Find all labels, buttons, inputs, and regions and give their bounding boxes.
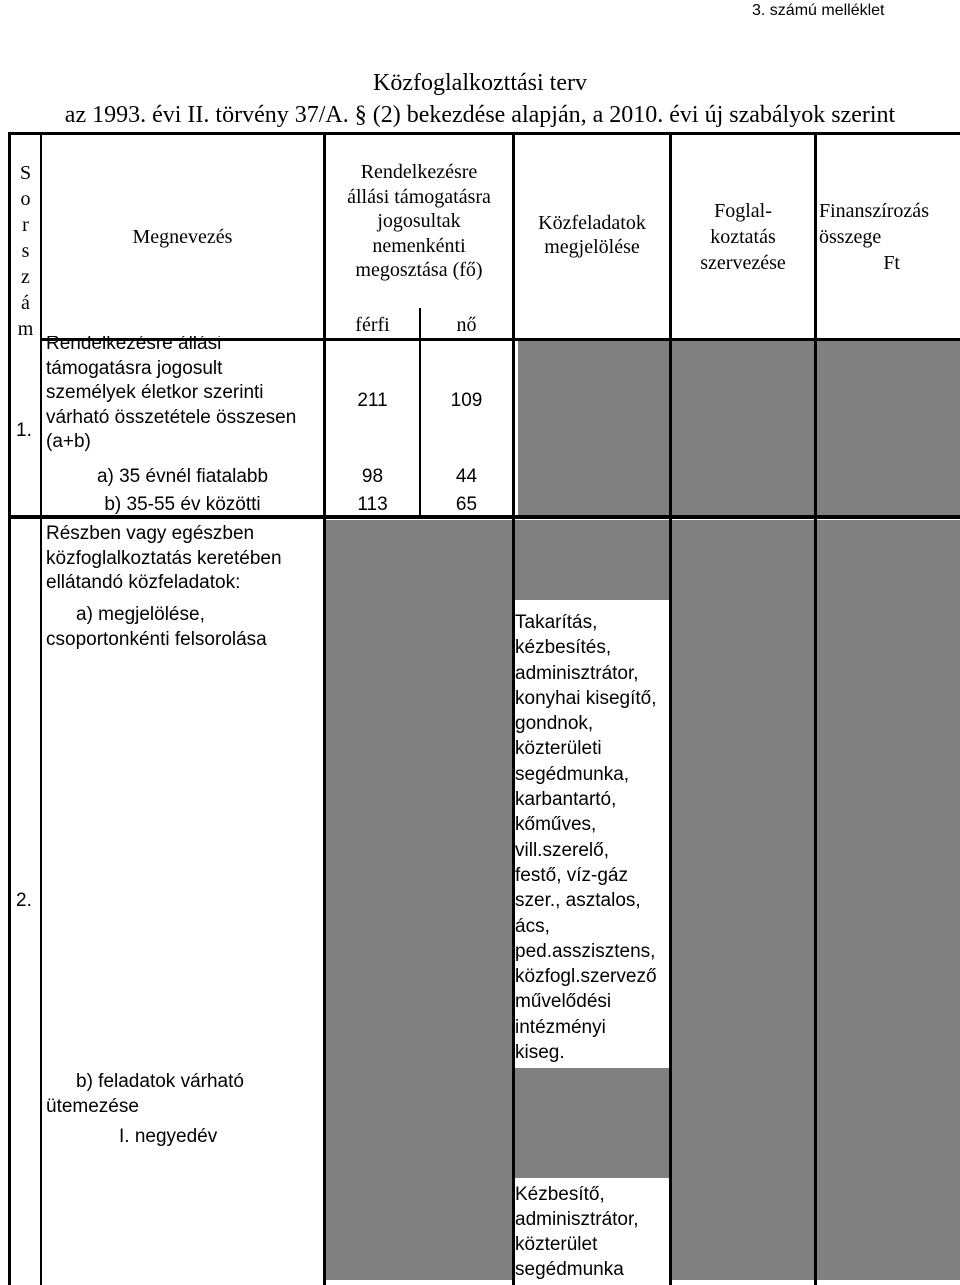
- annex-label: 3. számú melléklet: [752, 2, 885, 19]
- header-megnevezes: Megnevezés: [132, 226, 233, 248]
- row2-number: 2.: [16, 890, 32, 911]
- header-ferfi: férfi: [355, 314, 390, 336]
- quarter-tasks: Kézbesítő, adminisztrátor, közterület segédmunka: [515, 1184, 639, 1280]
- row2a-tasks: Takarítás, kézbesítés, adminisztrátor, konyhai kisegítő, gondnok, közterületi segédmunka, karbantartó, kőműves, vill.szerelő, festő, víz-gáz szer., asztalos, ács, ped.asszisztens, közfogl.szervező művelődési intézményi kiseg.: [515, 612, 657, 1064]
- row2-label: Részben vagy egészben közfoglalkoztatás keretében ellátandó közfeladatok:: [46, 523, 282, 593]
- col-divider-4: [669, 132, 672, 1285]
- shade-row1-right: [518, 340, 960, 516]
- header-finanszirozas: Finanszírozás összege Ft: [819, 200, 929, 274]
- row1-number: 1.: [16, 420, 32, 441]
- header-sorszam: S o r s z á m: [17, 162, 34, 340]
- shade-row2-header: [325, 520, 960, 600]
- row1b-ferfi: 113: [357, 494, 388, 515]
- shade-row2-counts: [325, 600, 513, 1280]
- row2b-label: b) feladatok várható ütemezése: [46, 1071, 244, 1117]
- row1b-no: 65: [455, 494, 478, 515]
- row1-no: 109: [450, 390, 483, 411]
- row2a-label: a) megjelölése, csoportonkénti felsorolása: [46, 604, 267, 650]
- table-top-border: [8, 132, 960, 135]
- col-divider-5: [814, 132, 817, 1285]
- header-kozfeladatok: Közfeladatok megjelölése: [538, 212, 646, 258]
- shade-schedule: [513, 1068, 670, 1178]
- row1a-ferfi: 98: [361, 466, 384, 487]
- col-divider-2: [323, 132, 326, 1285]
- row1-label: Rendelkezésre állási támogatásra jogosult személyek életkor szerinti várható összetétele összesen (a+b): [46, 336, 297, 452]
- row1b-label: b) 35-55 év közötti: [104, 494, 261, 515]
- row1-ferfi: 211: [357, 390, 388, 411]
- page-title: Közfoglalkozttási terv: [373, 70, 587, 96]
- row1a-label: a) 35 évnél fiatalabb: [96, 466, 269, 487]
- quarter-label: I. negyedév: [119, 1126, 218, 1147]
- col-divider-1: [40, 132, 42, 1285]
- row1a-no: 44: [455, 466, 478, 487]
- header-no: nő: [456, 314, 477, 336]
- header-rendelkezesre: Rendelkezésre állási támogatásra jogosultak nemenkénti megosztása (fő): [347, 161, 491, 281]
- page-subtitle: az 1993. évi II. törvény 37/A. § (2) bekezdése alapján, a 2010. évi új szabályok szerint: [64, 102, 896, 128]
- header-foglalkoztatas: Foglal- koztatás szervezése: [700, 200, 786, 274]
